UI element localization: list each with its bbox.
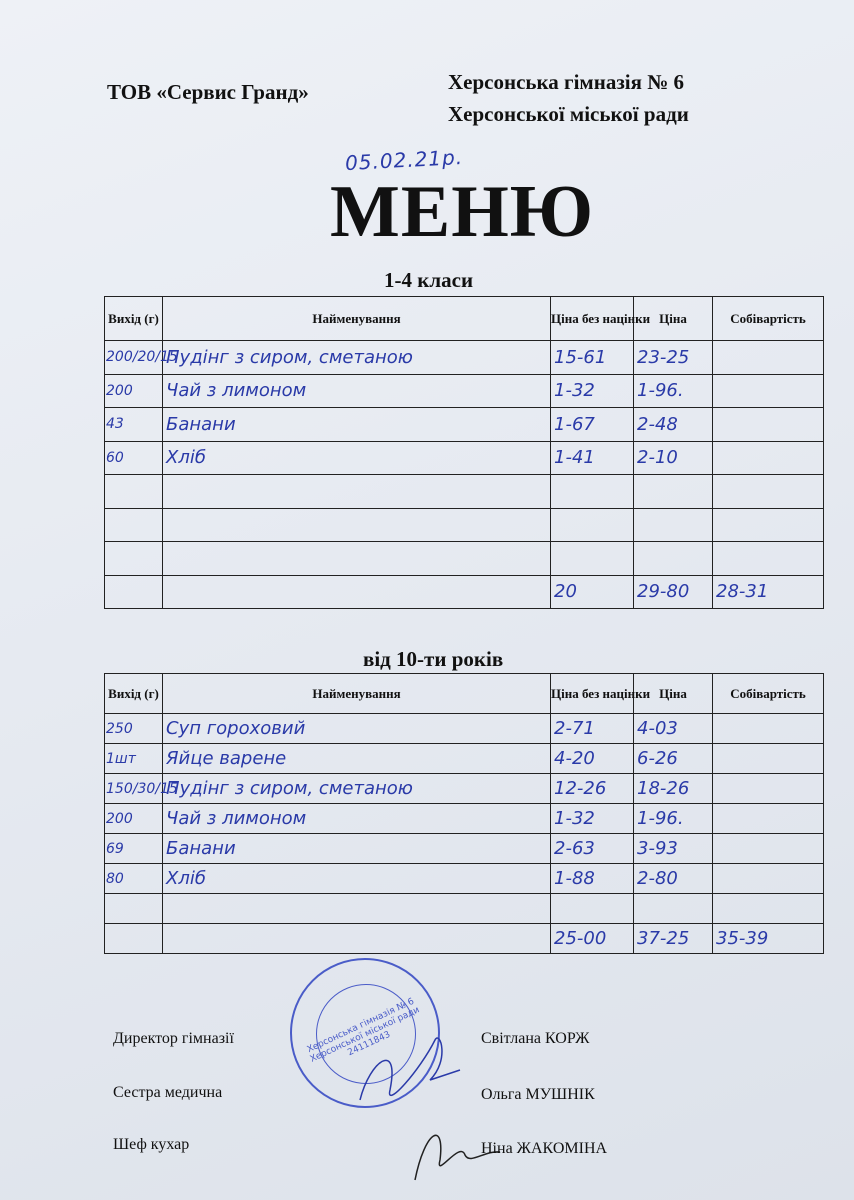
cell-name: Яйце варене [163, 744, 551, 774]
cell-name: Суп гороховий [163, 714, 551, 744]
cell-cost: 35-39 [713, 924, 824, 954]
col-output: Вихід (г) [105, 674, 163, 714]
role-nurse: Сестра медична [113, 1084, 223, 1101]
cell-base: 1-67 [551, 408, 634, 442]
name-chef: Ніна ЖАКОМІНА [481, 1140, 608, 1157]
cell-cost [713, 714, 824, 744]
cell-name [163, 508, 551, 542]
cell-price: 6-26 [634, 744, 713, 774]
col-cost: Собівартість [713, 674, 824, 714]
col-name: Найменування [163, 297, 551, 341]
cell-base: 20 [551, 575, 634, 609]
cell-name [163, 542, 551, 576]
stamp-text: Херсонська гімназія № 6 Херсонської міської ради 24111843 [305, 996, 422, 1065]
cell-output: 250 [105, 714, 163, 744]
cell-price: 18-26 [634, 774, 713, 804]
cell-output [105, 894, 163, 924]
cell-name [163, 475, 551, 509]
col-cost: Собівартість [713, 297, 824, 341]
table-row [105, 441, 824, 475]
cell-output: 200 [105, 804, 163, 834]
section1-heading: 1-4 класи [384, 268, 474, 292]
table-row [105, 744, 824, 774]
table-row [105, 341, 824, 375]
cell-base [551, 542, 634, 576]
cell-output: 200 [105, 374, 163, 408]
cell-cost [713, 408, 824, 442]
cell-name [163, 924, 551, 954]
cell-price: 23-25 [634, 341, 713, 375]
cell-cost [713, 744, 824, 774]
cell-price: 37-25 [634, 924, 713, 954]
cell-price: 1-96. [634, 804, 713, 834]
name-nurse: Ольга МУШНІК [481, 1086, 595, 1103]
cell-output [105, 924, 163, 954]
cell-price: 1-96. [634, 374, 713, 408]
cell-price: 3-93 [634, 834, 713, 864]
cell-output: 150/30/15 [105, 774, 163, 804]
cell-base: 1-88 [551, 864, 634, 894]
table-row [105, 575, 824, 609]
menu-table-senior [104, 673, 824, 954]
cell-name: Чай з лимоном [163, 374, 551, 408]
school-council: Херсонської міської ради [448, 102, 689, 126]
cell-price [634, 508, 713, 542]
school-name: Херсонська гімназія № 6 [448, 70, 685, 94]
name-director: Світлана КОРЖ [481, 1030, 590, 1047]
cell-output [105, 575, 163, 609]
cell-base: 2-71 [551, 714, 634, 744]
cell-base: 1-32 [551, 804, 634, 834]
cell-base: 25-00 [551, 924, 634, 954]
table-row [105, 508, 824, 542]
cell-cost [713, 774, 824, 804]
col-price: Ціна [634, 297, 713, 341]
cell-cost [713, 864, 824, 894]
cell-cost [713, 508, 824, 542]
cell-name [163, 894, 551, 924]
cell-name: Банани [163, 408, 551, 442]
cell-cost [713, 542, 824, 576]
role-chef: Шеф кухар [113, 1136, 190, 1153]
table-row [105, 774, 824, 804]
cell-base: 2-63 [551, 834, 634, 864]
menu-table-junior [104, 296, 824, 609]
cell-cost [713, 804, 824, 834]
cell-output: 1шт [105, 744, 163, 774]
cell-price [634, 542, 713, 576]
table-row [105, 475, 824, 509]
cell-output: 69 [105, 834, 163, 864]
cell-name: Банани [163, 834, 551, 864]
cell-base: 15-61 [551, 341, 634, 375]
cell-name: Пудінг з сиром, сметаною [163, 341, 551, 375]
cell-price: 4-03 [634, 714, 713, 744]
cell-name: Пудінг з сиром, сметаною [163, 774, 551, 804]
col-price: Ціна [634, 674, 713, 714]
cell-price: 2-10 [634, 441, 713, 475]
cell-cost [713, 341, 824, 375]
cell-base [551, 894, 634, 924]
cell-cost [713, 475, 824, 509]
menu-date: 05.02.21р. [344, 144, 464, 176]
cell-output [105, 475, 163, 509]
role-director: Директор гімназії [113, 1030, 234, 1047]
col-price-no-markup: Ціна без націнки [551, 297, 634, 341]
page-title: МЕНЮ [330, 171, 595, 253]
cell-base: 4-20 [551, 744, 634, 774]
table-row [105, 408, 824, 442]
cell-price: 2-48 [634, 408, 713, 442]
cell-output: 60 [105, 441, 163, 475]
table-row [105, 804, 824, 834]
cell-output: 80 [105, 864, 163, 894]
cell-output: 43 [105, 408, 163, 442]
cell-base [551, 508, 634, 542]
table-row [105, 894, 824, 924]
cell-output: 200/20/15 [105, 341, 163, 375]
cell-name: Хліб [163, 441, 551, 475]
cell-price: 29-80 [634, 575, 713, 609]
cell-base [551, 475, 634, 509]
cell-name: Чай з лимоном [163, 804, 551, 834]
cell-output [105, 508, 163, 542]
cell-output [105, 542, 163, 576]
cell-cost [713, 441, 824, 475]
cell-price [634, 475, 713, 509]
cell-cost [713, 374, 824, 408]
col-name: Найменування [163, 674, 551, 714]
cell-name: Хліб [163, 864, 551, 894]
table-row [105, 864, 824, 894]
cell-base: 12-26 [551, 774, 634, 804]
cell-name [163, 575, 551, 609]
col-price-no-markup: Ціна без націнки [551, 674, 634, 714]
col-output: Вихід (г) [105, 297, 163, 341]
director-signature [340, 1000, 470, 1120]
cell-base: 1-41 [551, 441, 634, 475]
cell-base: 1-32 [551, 374, 634, 408]
table-row [105, 542, 824, 576]
company-name: ТОВ «Сервис Гранд» [107, 80, 309, 104]
section2-heading: від 10-ти років [363, 647, 504, 671]
cell-price [634, 894, 713, 924]
cell-cost: 28-31 [713, 575, 824, 609]
table-row [105, 924, 824, 954]
table-row [105, 374, 824, 408]
table-row [105, 714, 824, 744]
table-row [105, 834, 824, 864]
cell-cost [713, 894, 824, 924]
cell-price: 2-80 [634, 864, 713, 894]
cell-cost [713, 834, 824, 864]
